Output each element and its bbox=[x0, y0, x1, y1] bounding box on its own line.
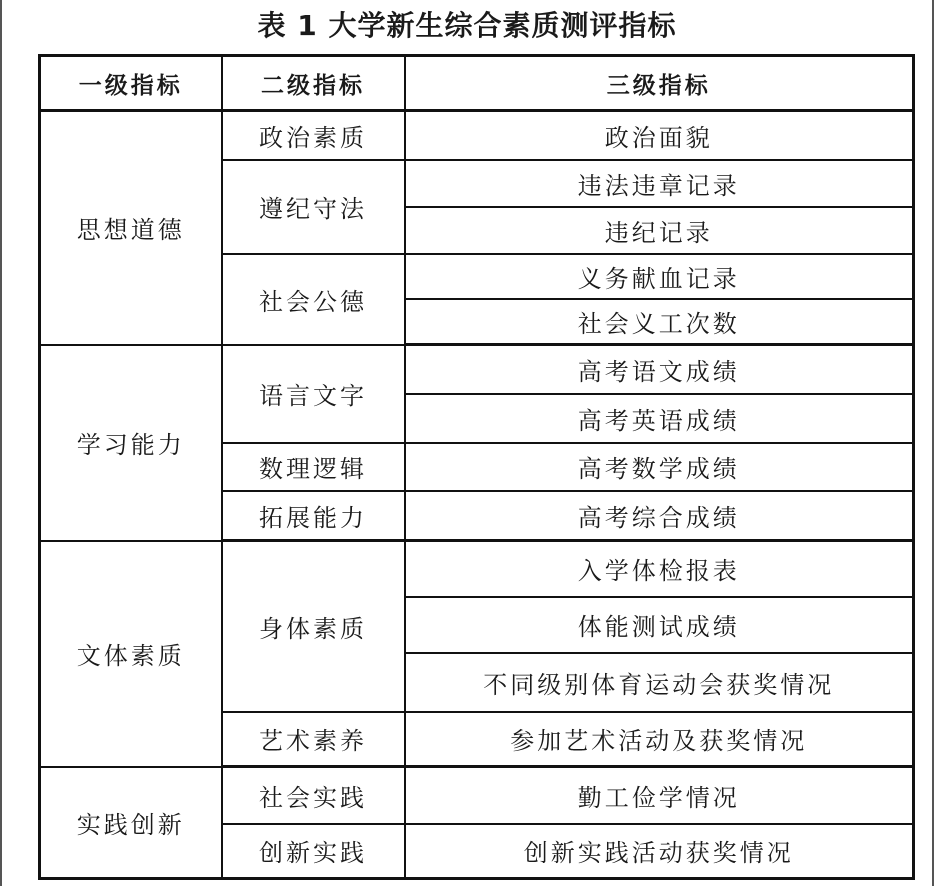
level2-cell: 艺术素养 bbox=[222, 712, 405, 767]
level2-cell: 政治素质 bbox=[222, 111, 405, 160]
level3-cell: 违法违章记录 bbox=[405, 160, 914, 207]
header-level2: 二级指标 bbox=[222, 56, 405, 111]
level3-cell: 参加艺术活动及获奖情况 bbox=[405, 712, 914, 767]
level3-cell: 体能测试成绩 bbox=[405, 597, 914, 653]
level2-cell: 创新实践 bbox=[222, 824, 405, 879]
level1-cell: 思想道德 bbox=[40, 111, 222, 345]
header-row bbox=[40, 56, 914, 111]
level3-cell: 创新实践活动获奖情况 bbox=[405, 824, 914, 879]
table-row bbox=[40, 541, 914, 597]
level3-cell: 政治面貌 bbox=[405, 111, 914, 160]
level2-cell: 语言文字 bbox=[222, 345, 405, 443]
header-level1: 一级指标 bbox=[40, 56, 222, 111]
level2-cell: 社会公德 bbox=[222, 254, 405, 345]
level2-cell: 身体素质 bbox=[222, 541, 405, 712]
level2-cell: 遵纪守法 bbox=[222, 160, 405, 254]
level1-cell: 文体素质 bbox=[40, 541, 222, 767]
level3-cell: 高考综合成绩 bbox=[405, 491, 914, 541]
table-row bbox=[40, 345, 914, 394]
table-row bbox=[40, 111, 914, 160]
level3-cell: 高考数学成绩 bbox=[405, 443, 914, 491]
level3-cell: 高考语文成绩 bbox=[405, 345, 914, 394]
level1-cell: 实践创新 bbox=[40, 767, 222, 879]
page-left-border bbox=[0, 0, 2, 886]
level3-cell: 社会义工次数 bbox=[405, 299, 914, 345]
header-level3: 三级指标 bbox=[405, 56, 914, 111]
indicator-table bbox=[38, 54, 915, 880]
table-title: 表 1 大学新生综合素质测评指标 bbox=[257, 9, 677, 42]
level1-cell: 学习能力 bbox=[40, 345, 222, 541]
level2-cell: 社会实践 bbox=[222, 767, 405, 824]
level2-cell: 数理逻辑 bbox=[222, 443, 405, 491]
level3-cell: 义务献血记录 bbox=[405, 254, 914, 299]
table-row bbox=[40, 767, 914, 824]
level3-cell: 不同级别体育运动会获奖情况 bbox=[405, 653, 914, 712]
level3-cell: 违纪记录 bbox=[405, 207, 914, 254]
level3-cell: 勤工俭学情况 bbox=[405, 767, 914, 824]
level3-cell: 高考英语成绩 bbox=[405, 394, 914, 443]
level3-cell: 入学体检报表 bbox=[405, 541, 914, 597]
level2-cell: 拓展能力 bbox=[222, 491, 405, 541]
